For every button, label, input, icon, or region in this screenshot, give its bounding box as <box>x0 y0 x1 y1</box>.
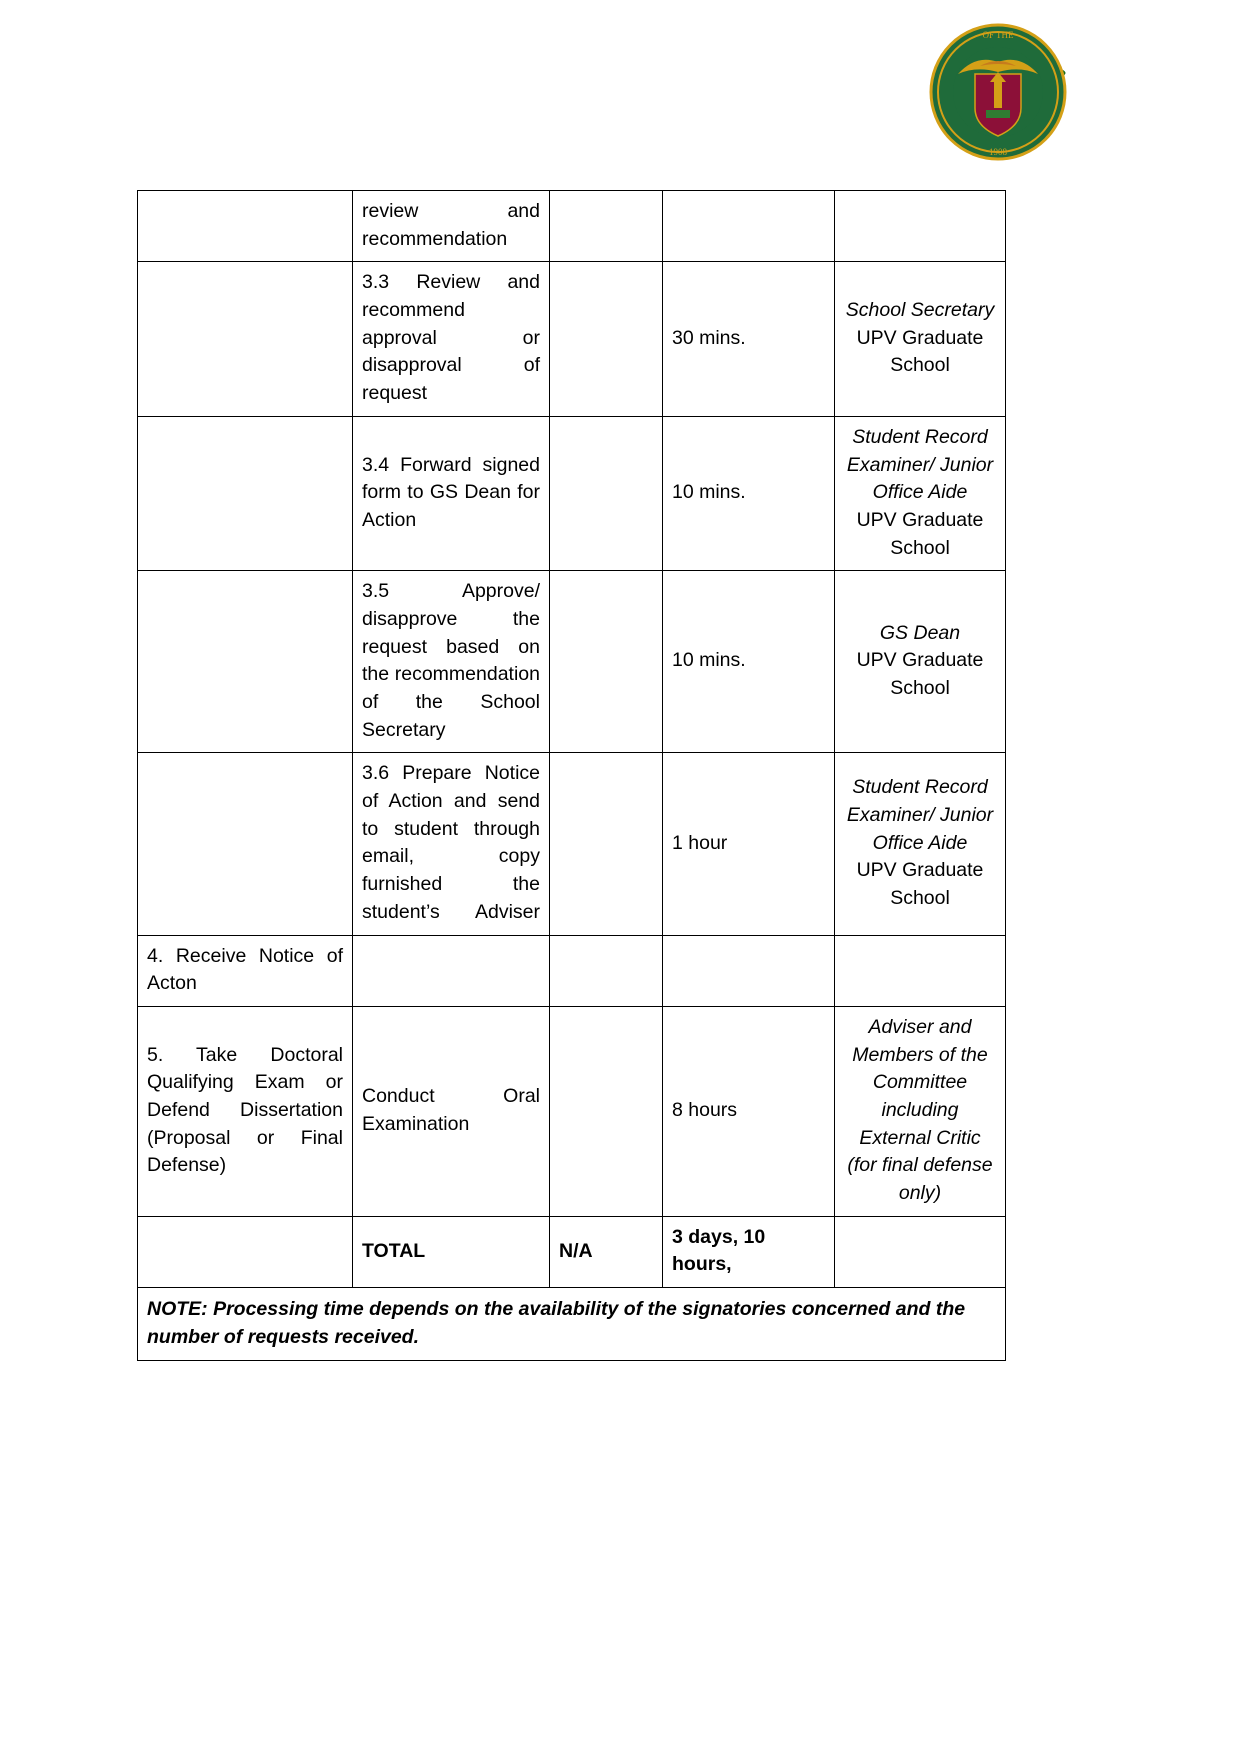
total-person-responsible <box>835 1216 1006 1287</box>
person-office: UPV Graduate School <box>856 326 984 377</box>
cell-person-responsible <box>835 191 1006 262</box>
cell-agency-actions: 3.5 Approve/ disapprove the request based on the recommendation of the School Secretary <box>353 571 550 753</box>
cell-client-steps <box>138 1216 353 1287</box>
cell-client-steps: 5. Take Doctoral Qualifying Exam or Defend Dissertation (Proposal or Final Defense) <box>138 1006 353 1216</box>
cell-person-responsible <box>835 935 1006 1006</box>
cell-processing-time: 30 mins. <box>663 262 835 416</box>
page-header <box>0 0 1240 175</box>
citizens-charter-table-wrapper <box>137 190 1005 1361</box>
person-role: Student Record Examiner/ Junior Office Aide <box>846 425 994 504</box>
table-row <box>138 1006 1006 1216</box>
cell-fees <box>550 262 663 416</box>
table-row <box>138 753 1006 935</box>
total-processing-time: 3 days, 10 hours, <box>663 1216 835 1287</box>
citizens-charter-table <box>137 190 1006 1361</box>
cell-client-steps <box>138 416 353 570</box>
cell-person-responsible <box>835 262 1006 416</box>
table-row-total <box>138 1216 1006 1287</box>
up-seal-icon <box>928 22 1068 162</box>
person-office: UPV Graduate School <box>856 508 984 559</box>
cell-fees <box>550 935 663 1006</box>
cell-person-responsible <box>835 753 1006 935</box>
person-office: UPV Graduate School <box>856 649 984 700</box>
table-row <box>138 416 1006 570</box>
person-role: GS Dean <box>879 621 961 644</box>
total-label: TOTAL <box>353 1216 550 1287</box>
cell-processing-time <box>663 191 835 262</box>
cell-fees <box>550 1006 663 1216</box>
cell-processing-time <box>663 935 835 1006</box>
cell-fees <box>550 416 663 570</box>
table-row-note <box>138 1288 1006 1361</box>
cell-person-responsible <box>835 416 1006 570</box>
table-row <box>138 935 1006 1006</box>
cell-processing-time: 10 mins. <box>663 571 835 753</box>
cell-client-steps: 4. Receive Notice of Acton <box>138 935 353 1006</box>
cell-agency-actions: 3.6 Prepare Notice of Action and send to student through email, copy furnished the student’s Adviser <box>353 753 550 935</box>
cell-client-steps <box>138 571 353 753</box>
cell-client-steps <box>138 191 353 262</box>
table-row <box>138 262 1006 416</box>
cell-client-steps <box>138 753 353 935</box>
person-role: Student Record Examiner/ Junior Office Aide <box>846 776 994 854</box>
person-office: UPV Graduate School <box>856 859 984 909</box>
cell-agency-actions: Conduct Oral Examination <box>353 1006 550 1216</box>
cell-person-responsible: Adviser and Members of the Committee including External Critic (for final defense only) <box>835 1006 1006 1216</box>
cell-agency-actions: 3.4 Forward signed form to GS Dean for Action <box>353 416 550 570</box>
cell-person-responsible <box>835 571 1006 753</box>
note-text: NOTE: Processing time depends on the availability of the signatories concerned and the number of requests received. <box>138 1288 1006 1361</box>
cell-agency-actions <box>353 935 550 1006</box>
cell-client-steps <box>138 262 353 416</box>
cell-processing-time: 1 hour <box>663 753 835 935</box>
cell-fees <box>550 191 663 262</box>
cell-fees <box>550 753 663 935</box>
cell-fees <box>550 571 663 753</box>
person-role: School Secretary <box>845 299 995 322</box>
cell-agency-actions: 3.3 Review and recommend approval or disapproval of request <box>353 262 550 416</box>
seal-year: 1908 <box>989 147 1007 157</box>
cell-agency-actions: review and recommendation <box>353 191 550 262</box>
svg-text:OF THE: OF THE <box>982 30 1014 40</box>
total-fees: N/A <box>550 1216 663 1287</box>
cell-processing-time: 10 mins. <box>663 416 835 570</box>
table-row <box>138 571 1006 753</box>
table-row <box>138 191 1006 262</box>
cell-processing-time: 8 hours <box>663 1006 835 1216</box>
